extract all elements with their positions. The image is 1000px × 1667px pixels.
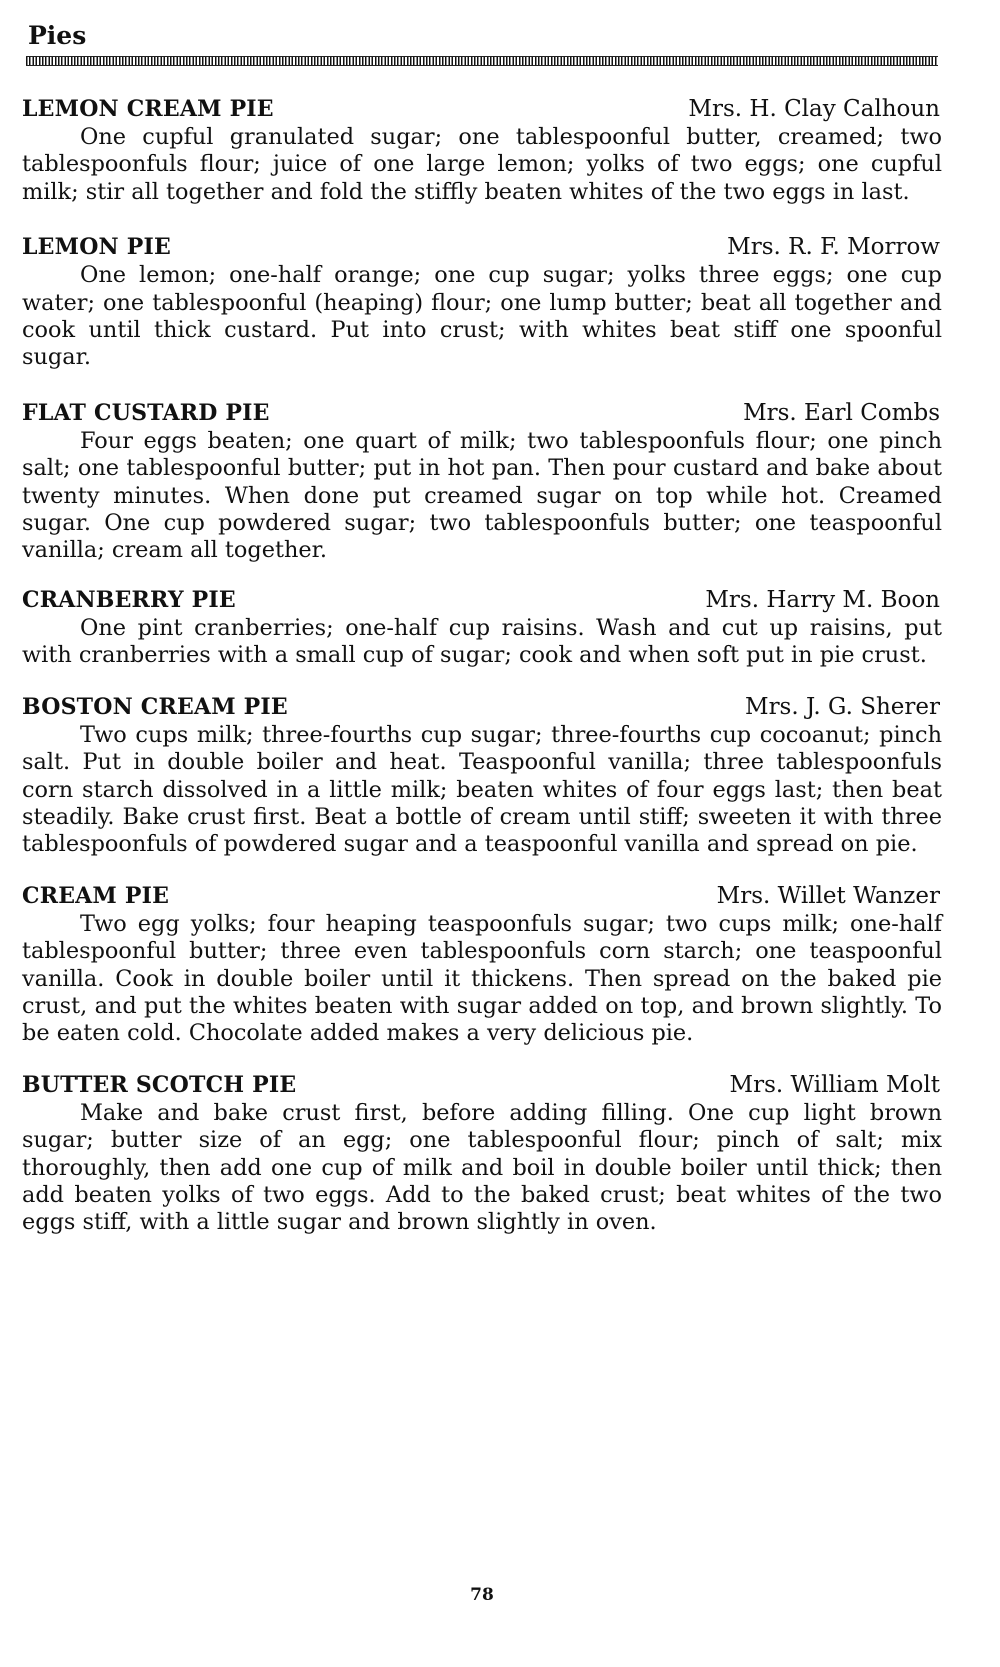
recipe-title: CREAM PIE	[22, 882, 170, 909]
recipe-title: FLAT CUSTARD PIE	[22, 399, 270, 426]
recipe-text: One pint cranberries; one-half cup raisins. Wash and cut up raisins, put with cranberries with a small cup of sugar; cook and when soft put in pie crust.	[22, 614, 942, 669]
decorative-rule	[26, 56, 938, 66]
recipe-header	[22, 692, 942, 722]
recipe-text: One lemon; one-half orange; one cup sugar; yolks three eggs; one cup water; one tablespoonful (heaping) flour; one lump butter; beat all together and cook until thick custard. Put into crust; with whites beat stiff one spoonful sugar.	[22, 262, 942, 371]
recipe-author: Mrs. R. F. Morrow	[727, 234, 940, 261]
recipe	[22, 585, 942, 670]
recipe-header	[22, 881, 942, 911]
recipe-title: CRANBERRY PIE	[22, 586, 236, 613]
recipe-text: Two cups milk; three-fourths cup sugar; three-fourths cup cocoanut; pinch salt. Put in double boiler and heat. Teaspoonful vanilla; three tablespoonfuls corn starch dissolved in a little milk; beaten whites of four eggs last; then beat steadily. Bake crust first. Beat a bottle of cream until stiff; sweeten it with three tablespoonfuls of powdered sugar and a teaspoonful vanilla and spread on pie.	[22, 721, 942, 858]
section-title: Pies	[28, 21, 87, 50]
recipe-author: Mrs. J. G. Sherer	[745, 693, 940, 720]
recipe-author: Mrs. Willet Wanzer	[716, 882, 940, 909]
recipe-text: Two egg yolks; four heaping teaspoonfuls sugar; two cups milk; one-half tablespoonful butter; three even tablespoonfuls corn starch; one teaspoonful vanilla. Cook in double boiler until it thickens. Then spread on the baked pie crust, and put the whites beaten with sugar added on top, and brown slightly. To be eaten cold. Chocolate added makes a very delicious pie.	[22, 910, 942, 1047]
recipe	[22, 881, 942, 1048]
recipe-header	[22, 1070, 942, 1100]
recipe-text: Four eggs beaten; one quart of milk; two tablespoonfuls flour; one pinch salt; one tablespoonful butter; put in hot pan. Then pour custard and bake about twenty minutes. When done put creamed sugar on top while hot. Creamed sugar. One cup powdered sugar; two tablespoonfuls butter; one teaspoonful vanilla; cream all together.	[22, 427, 942, 564]
recipe-text: One cupful granulated sugar; one tablespoonful butter, creamed; two tablespoonfuls flour; juice of one large lemon; yolks of two eggs; one cupful milk; stir all together and fold the stiffly beaten whites of the two eggs in last.	[22, 124, 942, 205]
recipe-text: Make and bake crust first, before adding filling. One cup light brown sugar; butter size of an egg; one tablespoonful flour; pinch of salt; mix thoroughly, then add one cup of milk and boil in double boiler until thick; then add beaten yolks of two eggs. Add to the baked crust; beat whites of the two eggs stiff, with a little sugar and brown slightly in oven.	[22, 1099, 942, 1236]
recipe-author: Mrs. Earl Combs	[743, 399, 940, 426]
recipe-title: BUTTER SCOTCH PIE	[22, 1071, 297, 1098]
recipe-title: LEMON CREAM PIE	[22, 96, 274, 122]
recipe	[22, 398, 942, 565]
page-number: 78	[470, 1585, 494, 1605]
recipe-header	[22, 585, 942, 615]
recipe-title: LEMON PIE	[22, 234, 171, 261]
recipe	[22, 232, 942, 372]
recipe	[22, 1070, 942, 1237]
cookbook-page	[22, 20, 942, 1605]
recipe	[22, 94, 942, 206]
recipe-header	[22, 94, 942, 124]
recipe-author: Mrs. Harry M. Boon	[705, 586, 940, 613]
recipe-header	[22, 398, 942, 428]
recipe-header	[22, 232, 942, 262]
recipe-author: Mrs. H. Clay Calhoun	[688, 96, 940, 122]
recipe-author: Mrs. William Molt	[729, 1071, 940, 1098]
recipe-title: BOSTON CREAM PIE	[22, 693, 288, 720]
recipe	[22, 692, 942, 859]
